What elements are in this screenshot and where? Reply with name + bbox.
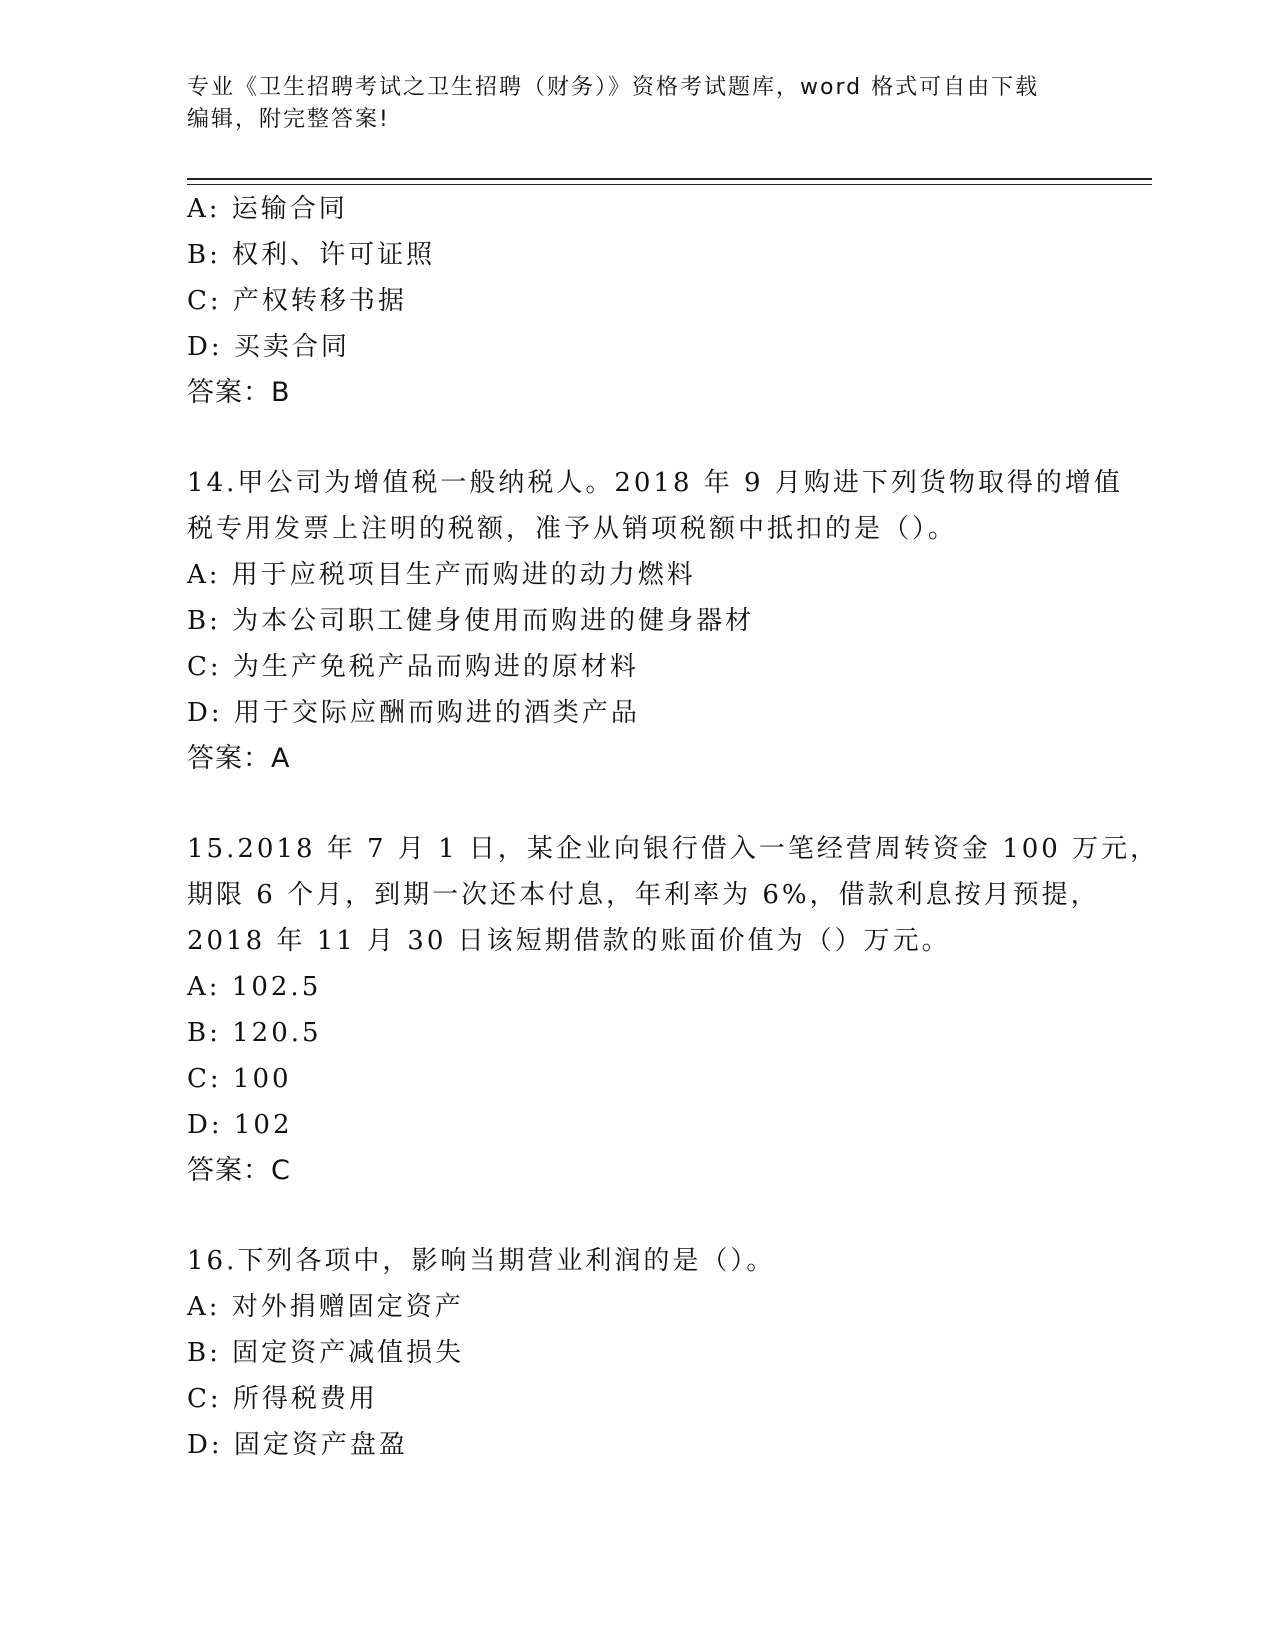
question-stem-line: 税专用发票上注明的税额，准予从销项税额中抵扣的是（）。 xyxy=(187,514,958,544)
option-c: C: 产权转移书据 xyxy=(187,286,407,316)
question-stem-line: 16.下列各项中，影响当期营业利润的是（）。 xyxy=(187,1246,776,1276)
question-16 xyxy=(187,1238,1127,1468)
header-rule-thick xyxy=(187,178,1152,180)
question-list xyxy=(187,186,1160,1468)
header-line-2: 编辑，附完整答案! xyxy=(187,107,390,132)
question-14 xyxy=(187,460,1127,782)
question-15 xyxy=(187,826,1160,1194)
question-stem-line: 期限 6 个月，到期一次还本付息，年利率为 6%，借款利息按月预提， xyxy=(187,880,1100,910)
question-13-options xyxy=(187,186,1127,416)
option-c: C: 100 xyxy=(187,1064,292,1094)
option-d: D: 用于交际应酬而购进的酒类产品 xyxy=(187,698,640,728)
answer-label: 答案：C xyxy=(187,1155,291,1186)
header-rule-thin xyxy=(187,184,1152,185)
document-header xyxy=(187,72,1067,136)
question-stem-line: 2018 年 11 月 30 日该短期借款的账面价值为（）万元。 xyxy=(187,926,951,956)
option-c: C: 所得税费用 xyxy=(187,1384,378,1414)
answer-label: 答案：B xyxy=(187,377,291,408)
option-a: A: 运输合同 xyxy=(187,194,348,224)
question-stem-line: 15.2018 年 7 月 1 日，某企业向银行借入一笔经营周转资金 100 万元， xyxy=(187,834,1160,864)
header-line-1: 专业《卫生招聘考试之卫生招聘（财务）》资格考试题库，word 格式可自由下载 xyxy=(187,75,1040,100)
question-stem-line: 14.甲公司为增值税一般纳税人。2018 年 9 月购进下列货物取得的增值 xyxy=(187,468,1123,498)
option-d: D: 买卖合同 xyxy=(187,332,350,362)
option-c: C: 为生产免税产品而购进的原材料 xyxy=(187,652,639,682)
option-d: D: 102 xyxy=(187,1110,293,1140)
option-a: A: 对外捐赠固定资产 xyxy=(187,1292,464,1322)
option-b: B: 为本公司职工健身使用而购进的健身器材 xyxy=(187,606,755,636)
option-b: B: 120.5 xyxy=(187,1018,322,1048)
option-d: D: 固定资产盘盈 xyxy=(187,1430,408,1460)
option-b: B: 固定资产减值损失 xyxy=(187,1338,465,1368)
answer-label: 答案：A xyxy=(187,743,291,774)
option-a: A: 102.5 xyxy=(187,972,322,1002)
option-a: A: 用于应税项目生产而购进的动力燃料 xyxy=(187,560,696,590)
option-b: B: 权利、许可证照 xyxy=(187,240,436,270)
